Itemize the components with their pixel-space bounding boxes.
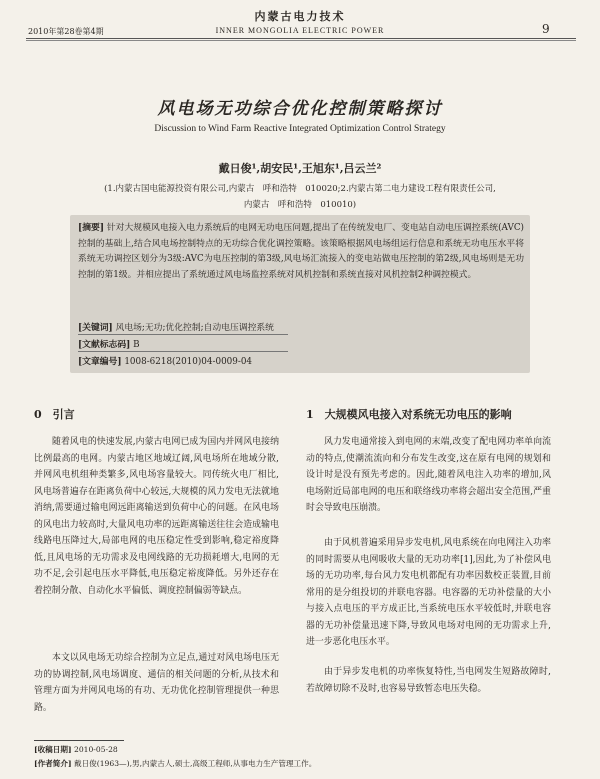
doc-code-label: [文献标志码] — [78, 340, 131, 350]
section-1-paragraph-2: 由于风机普遍采用异步发电机,风电系统在向电网注入功率的同时需要从电网吸收大量的无功功率[1],因此,为了补偿风电场的无功功率,每台风力发电机都配有功率因数校正装置,目前常用的是分组投切的并联电容器。电容器的无功补偿量的大小与接入点电压的平方成正比,当系统电压水平较低时,并联电容器的无功补偿量迅速下降,导致风电场对电网的无功需求上升,进一步恶化电压水平。 — [306, 538, 551, 647]
received-date-label: [收稿日期] — [34, 745, 72, 754]
section-0-paragraph-1: 随着风电的快速发展,内蒙古电网已成为国内并网风电接纳比例最高的电网。内蒙古地区地域辽阔,风电场所在地域分散,并网风电机组种类繁多,风电场容量较大。同传统火电厂相比,风电场普遍存在距离负荷中心较远,大规模的风力发电无法就地消纳,需要通过输电网远距离输送到负荷中心的问题。在风电场的风电出力较高时,大量风电功率的远距离输送往往会造成输电线路电压降过大,局部电网的电压稳定性受到影响,稳定裕度降低,且风电场的无功需求及电网线路的无功损耗增大,电网的无功不足,会引起电压水平降低,电压稳定裕度降低。另外还存在着控制分散、自动化水平偏低、调度控制偏弱等缺点。 — [34, 437, 279, 596]
keywords — [78, 320, 524, 333]
article-number-text: 1008-6218(2010)04-0009-04 — [124, 357, 253, 367]
section-0-paragraph-2: 本文以风电场无功综合控制为立足点,通过对风电场电压无功的协调控制,风电场调度、通信的相关问题的分析,从技术和管理方面为并网风电场的有功、无功优化控制管理提供一种思路。 — [34, 653, 279, 713]
keywords-label: [关键词] — [78, 323, 113, 333]
footnote-rule — [34, 740, 124, 741]
author-bio-label: [作者简介] — [34, 759, 72, 768]
affiliation-line-2: 内蒙古 呼和浩特 010010) — [243, 200, 357, 210]
received-date-value: 2010-05-28 — [73, 745, 118, 754]
paper-title: 风电场无功综合优化控制策略探讨 — [157, 99, 443, 119]
affiliation-line-1: (1.内蒙古国电能源投资有限公司,内蒙古 呼和浩特 010020;2.内蒙古第二电力建设工程有限责任公司, — [104, 184, 496, 194]
abstract-label: [摘要] — [78, 223, 105, 233]
header-rule — [26, 38, 576, 39]
header-rule-secondary — [26, 40, 576, 41]
keywords-text: 风电场;无功;优化控制;自动电压调控系统 — [115, 323, 274, 333]
section-1-paragraph-1: 风力发电通常接入到电网的末端,改变了配电网功率单向流动的特点,使潮流流向和分布发生改变,这在原有电网的规划和设计时是没有预先考虑的。因此,随着风电注入功率的增加,风电场附近局部电网的电压和联络线功率将会超出安全范围,严重时会导致电压崩溃。 — [306, 437, 551, 513]
article-number-label: [文章编号] — [78, 357, 122, 367]
author-list: 戴日俊¹,胡安民¹,王旭东¹,吕云兰² — [218, 162, 382, 175]
issue-info: 2010年第28卷第4期 — [28, 27, 104, 36]
article-number — [78, 354, 524, 367]
section-1-title: 1 大规模风电接入对系统无功电压的影响 — [306, 408, 512, 421]
doc-code-text: B — [133, 340, 140, 350]
abstract-text: 针对大规模风电接入电力系统后的电网无功电压问题,提出了在传统发电厂、变电站自动电压调控系统(AVC)控制的基础上,结合风电场控制特点的无功综合优化调控策略。该策略根据风电场组运行信息和系统无功电压水平将系统无功调控区划分为3级:AVC为电压控制的第3级,风电场汇流接入的变电站做电压控制的第2级,风电场则是无功控制的第1级。并相应提出了系统通过风电场监控系统对风机控制和系统直接对风机控制2种调控模式。 — [78, 223, 524, 280]
abstract — [78, 221, 524, 283]
journal-name-en: INNER MONGOLIA ELECTRIC POWER — [215, 26, 385, 35]
paper-title-en: Discussion to Wind Farm Reactive Integrated Optimization Control Strategy — [154, 124, 446, 134]
author-bio — [34, 758, 316, 769]
received-date — [34, 744, 118, 755]
section-1-paragraph-3: 由于异步发电机的功率恢复特性,当电网发生短路故障时,若故障切除不及时,也容易导致暂态电压失稳。 — [306, 667, 551, 694]
keywords-rule — [78, 334, 288, 335]
doc-code-rule — [78, 351, 288, 352]
doc-code — [78, 337, 524, 350]
journal-name: 内蒙古电力技术 — [254, 10, 346, 23]
section-0-title: 0 引言 — [34, 408, 75, 421]
page-number: 9 — [542, 22, 550, 36]
author-bio-text: 戴日俊(1963—),男,内蒙古人,硕士,高级工程师,从事电力生产管理工作。 — [73, 759, 317, 768]
